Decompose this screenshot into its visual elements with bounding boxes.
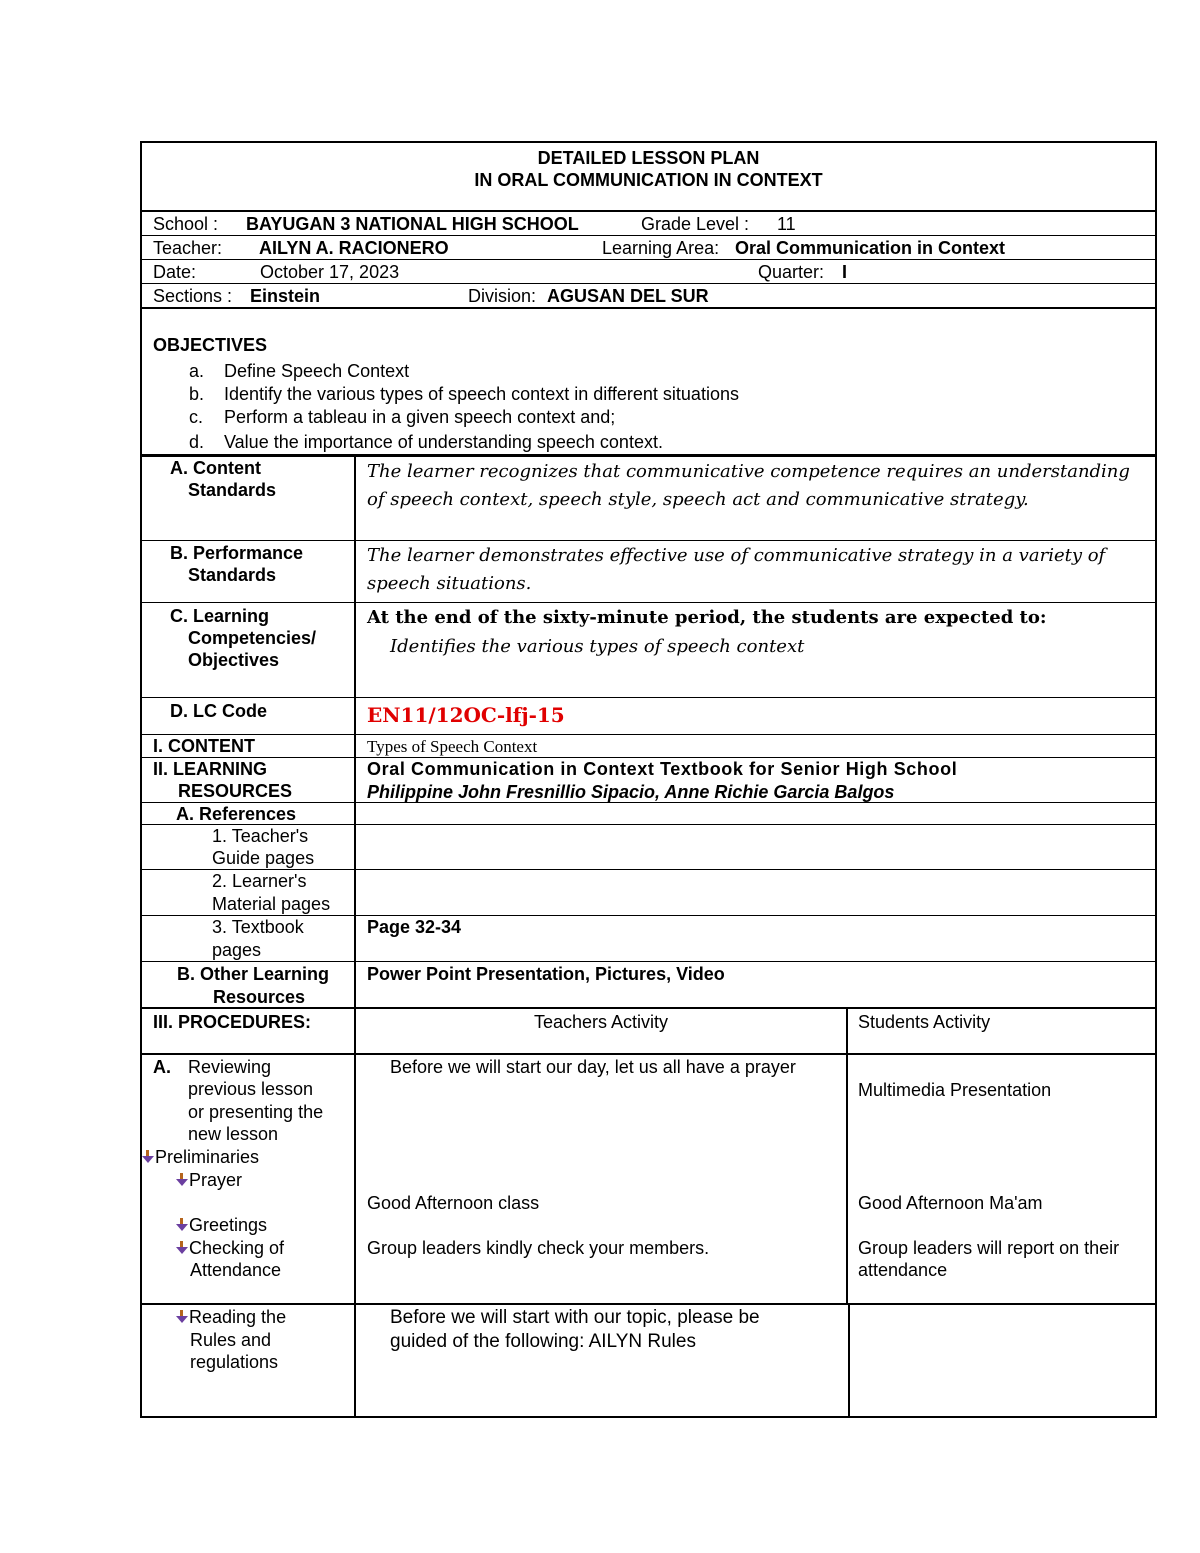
learners-material-label: Material pages xyxy=(212,894,331,914)
area-label: Learning Area: xyxy=(602,238,720,258)
competencies-label: Objectives xyxy=(188,650,280,670)
resources-label: II. LEARNING xyxy=(153,759,268,779)
sections-value: Einstein xyxy=(250,286,321,306)
content-row xyxy=(142,734,1155,757)
textbook-pages-label: 3. Textbook xyxy=(212,917,304,937)
student-attendance-text: attendance xyxy=(858,1260,948,1280)
bullet-arrow-icon xyxy=(176,1241,188,1255)
student-attendance-text: Group leaders will report on their xyxy=(858,1238,1120,1258)
lc-code-label: D. LC Code xyxy=(170,701,267,721)
bullet-arrow-icon xyxy=(176,1173,188,1187)
teacher-prayer-text: Before we will start our day, let us all have a prayer xyxy=(390,1057,796,1077)
references-label: A. References xyxy=(176,804,297,824)
competencies-label: C. Learning xyxy=(170,606,270,626)
school-label: School : xyxy=(153,214,219,234)
objective-item: Perform a tableau in a given speech context and; xyxy=(224,407,616,427)
book-authors: Philippine John Fresnillio Sipacio, Anne Richie Garcia Balgos xyxy=(367,782,895,802)
sections-label: Sections : xyxy=(153,286,233,306)
performance-standards-label: Standards xyxy=(188,565,277,585)
preliminaries-label: Preliminaries xyxy=(155,1147,260,1167)
checking-label: Attendance xyxy=(190,1260,282,1280)
objectives-section xyxy=(140,309,1157,456)
grade-label: Grade Level : xyxy=(641,214,750,234)
textbook-pages-label: pages xyxy=(212,940,262,960)
competencies-row xyxy=(142,602,1155,697)
performance-standards-text: The learner demonstrates effective use of communicative strategy in a variety of speech situations. xyxy=(367,545,1106,594)
performance-standards-label: B. Performance xyxy=(170,543,304,563)
other-resources-label: Resources xyxy=(213,987,306,1007)
division-label: Division: xyxy=(468,286,537,306)
student-prayer-text: Multimedia Presentation xyxy=(858,1080,1052,1100)
content-standards-label: Standards xyxy=(188,480,277,500)
grade-value: 11 xyxy=(777,214,796,234)
reviewing-label: or presenting the xyxy=(188,1102,324,1122)
reviewing-row xyxy=(142,1053,1155,1303)
bullet-arrow-icon xyxy=(142,1150,154,1164)
resources-label: RESOURCES xyxy=(178,781,293,801)
objectives-heading: OBJECTIVES xyxy=(153,335,268,355)
teacher-greeting-text: Good Afternoon class xyxy=(367,1193,540,1213)
references-row xyxy=(142,802,1155,824)
rules-item xyxy=(176,1306,286,1328)
title-line-2: IN ORAL COMMUNICATION IN CONTEXT xyxy=(474,170,823,190)
objective-item: Identify the various types of speech context in different situations xyxy=(224,384,739,404)
school-value: BAYUGAN 3 NATIONAL HIGH SCHOOL xyxy=(246,214,579,234)
teacher-activity-header: Teachers Activity xyxy=(533,1012,669,1032)
greetings-item xyxy=(176,1214,267,1236)
teacher-rules-text: guided of the following: AILYN Rules xyxy=(390,1331,696,1352)
rules-label: regulations xyxy=(190,1352,279,1372)
lesson-plan-header xyxy=(140,141,1157,212)
info-table xyxy=(140,212,1157,309)
rules-row xyxy=(142,1303,1155,1416)
lesson-table xyxy=(140,456,1157,1418)
teacher-attendance-text: Group leaders kindly check your members. xyxy=(367,1238,710,1258)
learners-material-row xyxy=(142,869,1155,915)
date-value: October 17, 2023 xyxy=(260,262,400,282)
bullet-arrow-icon xyxy=(176,1310,188,1324)
rules-label: Rules and xyxy=(190,1330,272,1350)
bullet-arrow-icon xyxy=(176,1218,188,1232)
prayer-label: Prayer xyxy=(189,1170,243,1190)
teacher-row xyxy=(142,235,1155,259)
student-greeting-text: Good Afternoon Ma'am xyxy=(858,1193,1043,1213)
procedures-label: III. PROCEDURES: xyxy=(153,1012,312,1032)
rules-label: Reading the xyxy=(189,1307,287,1327)
reviewing-label: new lesson xyxy=(188,1124,279,1144)
date-label: Date: xyxy=(153,262,197,282)
book-title: Oral Communication in Context Textbook for Senior High School xyxy=(367,759,958,779)
other-resources-label: B. Other Learning xyxy=(177,964,330,984)
content-standards-text: The learner recognizes that communicative competence requires an understanding of speech context, speech style, speech act and communicative strategy. xyxy=(367,461,1130,510)
performance-standards-row xyxy=(142,540,1155,602)
reviewing-label: previous lesson xyxy=(188,1079,314,1099)
date-row xyxy=(142,259,1155,283)
other-resources-row xyxy=(142,961,1155,1007)
objective-marker: b. xyxy=(189,384,205,404)
quarter-label: Quarter: xyxy=(758,262,825,282)
resources-row xyxy=(142,757,1155,802)
division-value: AGUSAN DEL SUR xyxy=(547,286,709,306)
objective-marker: d. xyxy=(189,432,205,452)
competencies-text: Identifies the various types of speech context xyxy=(390,636,805,657)
teachers-guide-label: Guide pages xyxy=(212,848,315,868)
title-line-1: DETAILED LESSON PLAN xyxy=(537,148,760,168)
competencies-intro: At the end of the sixty-minute period, the students are expected to: xyxy=(367,607,1047,628)
teacher-rules-text: Before we will start with our topic, please be xyxy=(390,1307,760,1328)
reviewing-label: Reviewing xyxy=(188,1057,272,1077)
teacher-value: AILYN A. RACIONERO xyxy=(259,238,449,258)
preliminaries-item xyxy=(142,1146,259,1168)
content-value: Types of Speech Context xyxy=(367,737,538,756)
area-value: Oral Communication in Context xyxy=(735,238,1006,258)
teachers-guide-label: 1. Teacher's xyxy=(212,826,309,846)
lesson-plan-page xyxy=(140,141,1157,1418)
greetings-label: Greetings xyxy=(189,1215,268,1235)
objective-marker: a. xyxy=(189,361,205,381)
competencies-label: Competencies/ xyxy=(188,628,317,648)
sections-row xyxy=(142,283,1155,307)
objective-item: Define Speech Context xyxy=(224,361,410,381)
school-row xyxy=(142,212,1155,235)
content-standards-row xyxy=(142,457,1155,540)
lc-code-value: EN11/12OC-lfj-15 xyxy=(367,703,565,727)
teachers-guide-row xyxy=(142,824,1155,869)
content-label: I. CONTENT xyxy=(153,736,255,756)
learners-material-label: 2. Learner's xyxy=(212,871,307,891)
textbook-pages-value: Page 32-34 xyxy=(367,917,462,937)
textbook-pages-row xyxy=(142,915,1155,961)
other-resources-value: Power Point Presentation, Pictures, Video xyxy=(367,964,725,984)
procedures-header-row xyxy=(142,1007,1155,1053)
checking-label: Checking of xyxy=(189,1238,285,1258)
teacher-label: Teacher: xyxy=(153,238,223,258)
content-standards-label: A. Content xyxy=(170,458,261,478)
objective-item: Value the importance of understanding speech context. xyxy=(224,432,663,452)
reviewing-marker: A. xyxy=(153,1057,171,1077)
checking-item xyxy=(176,1237,284,1259)
objective-marker: c. xyxy=(189,407,204,427)
quarter-value: I xyxy=(842,262,848,282)
student-activity-header: Students Activity xyxy=(858,1012,991,1032)
prayer-item xyxy=(176,1169,242,1191)
lc-code-row xyxy=(142,697,1155,734)
